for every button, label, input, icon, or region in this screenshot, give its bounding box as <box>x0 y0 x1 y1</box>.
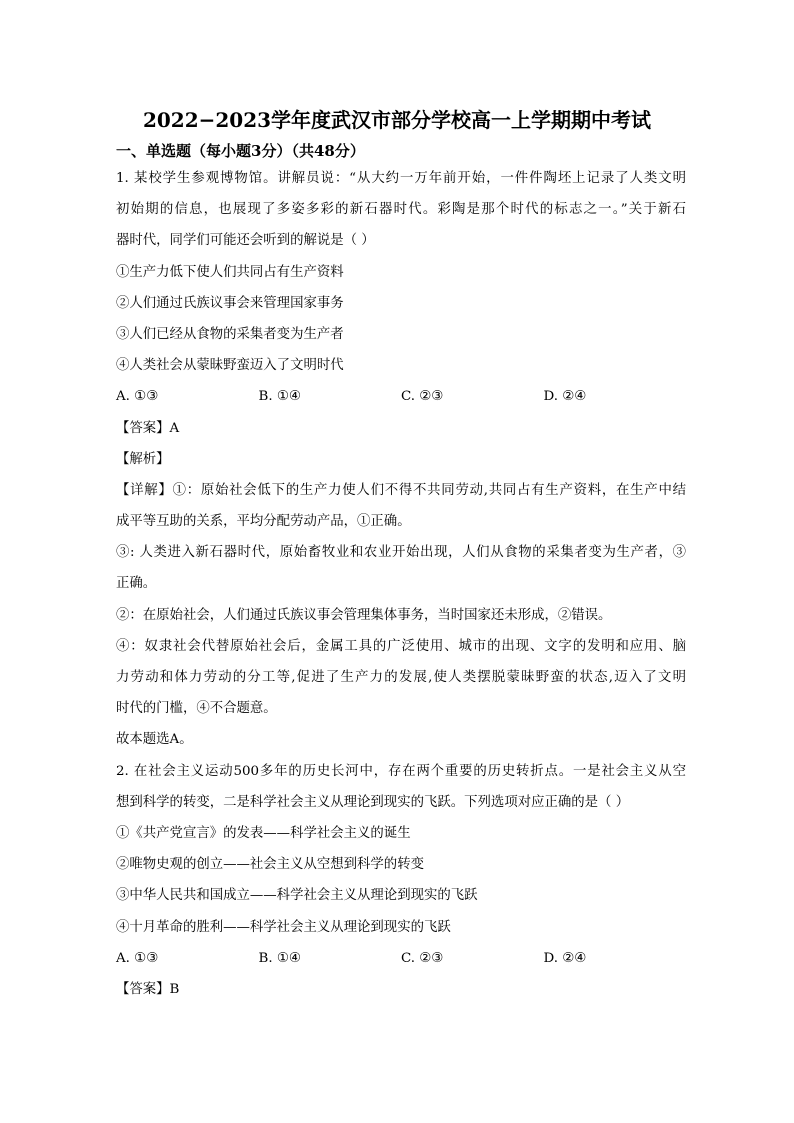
q1-detail-line-5: ②：在原始社会，人们通过氏族议事会管理集体事务，当时国家还未形成，②错误。 <box>116 607 612 623</box>
q1-options <box>116 381 686 412</box>
q1-stem-line-2: 初始期的信息，也展现了多姿多彩的新石器时代。彩陶是那个时代的标志之一。”关于新石 <box>116 202 686 218</box>
q2-option-b: B. ①④ <box>258 950 301 966</box>
q1-stem-line-3: 器时代，同学们可能还会听到的解说是（ ） <box>116 233 375 249</box>
q1-stem-line-1: 1. 某校学生参观博物馆。讲解员说：“从大约一万年前开始，一件件陶坯上记录了人类文明 <box>116 171 686 186</box>
q2-item-4: ④十月革命的胜利——科学社会主义从理论到现实的飞跃 <box>116 919 451 935</box>
q1-detail-line-2: 成平等互助的关系，平均分配劳动产品，①正确。 <box>116 514 411 530</box>
q2-item-1: ①《共产党宣言》的发表——科学社会主义的诞生 <box>116 825 411 841</box>
q1-detail-line-4: 正确。 <box>116 576 157 592</box>
q2-option-d: D. ②④ <box>543 950 587 966</box>
q2-item-2: ②唯物史观的创立——社会主义从空想到科学的转变 <box>116 857 424 873</box>
q1-detail-line-3: ③: 人类进入新石器时代，原始畜牧业和农业开始出现，人们从食物的采集者变为生产者，③ <box>116 545 686 561</box>
section-heading: 一、单选题（每小题3分）（共48分） <box>116 142 365 160</box>
q1-analysis-label: 【解析】 <box>116 451 170 467</box>
page-title: 2022−2023学年度武汉市部分学校高一上学期期中考试 <box>142 108 652 132</box>
q1-detail-line-8: 时代的门槛，④不合题意。 <box>116 701 277 717</box>
q1-item-2: ②人们通过氏族议事会来管理国家事务 <box>116 295 344 311</box>
q2-option-a: A. ①③ <box>116 950 159 966</box>
q2-answer: 【答案】B <box>116 981 180 997</box>
q1-option-a: A. ①③ <box>116 389 159 405</box>
q1-item-3: ③人们已经从食物的采集者变为生产者 <box>116 326 344 342</box>
q1-detail-line-1: 【详解】①：原始社会低下的生产力使人们不得不共同劳动,共同占有生产资料，在生产中结 <box>116 482 686 498</box>
q2-option-c: C. ②③ <box>401 950 444 966</box>
question-content <box>116 163 686 1005</box>
q1-item-4: ④人类社会从蒙昧野蛮迈入了文明时代 <box>116 358 344 374</box>
q1-conclusion: 故本题选A。 <box>116 732 193 748</box>
q1-detail-line-7: 力劳动和体力劳动的分工等,促进了生产力的发展,使人类摆脱蒙昧野蛮的状态,迈入了文明 <box>116 670 686 685</box>
q1-option-b: B. ①④ <box>258 389 301 405</box>
q1-item-1: ①生产力低下使人们共同占有生产资料 <box>116 264 344 280</box>
q2-item-3: ③中华人民共和国成立——科学社会主义从理论到现实的飞跃 <box>116 888 478 904</box>
q2-stem-line-2: 想到科学的转变，二是科学社会主义从理论到现实的飞跃。下列选项对应正确的是（ ） <box>116 794 630 810</box>
q1-option-c: C. ②③ <box>401 389 444 405</box>
q2-options <box>116 943 686 974</box>
q2-stem-line-1: 2. 在社会主义运动500多年的历史长河中，存在两个重要的历史转折点。一是社会主义从空 <box>116 763 686 779</box>
q1-answer: 【答案】A <box>116 420 180 436</box>
q1-option-d: D. ②④ <box>543 389 587 405</box>
q1-detail-line-6: ④：奴隶社会代替原始社会后，金属工具的广泛使用、城市的出现、文字的发明和应用、脑 <box>116 638 686 654</box>
